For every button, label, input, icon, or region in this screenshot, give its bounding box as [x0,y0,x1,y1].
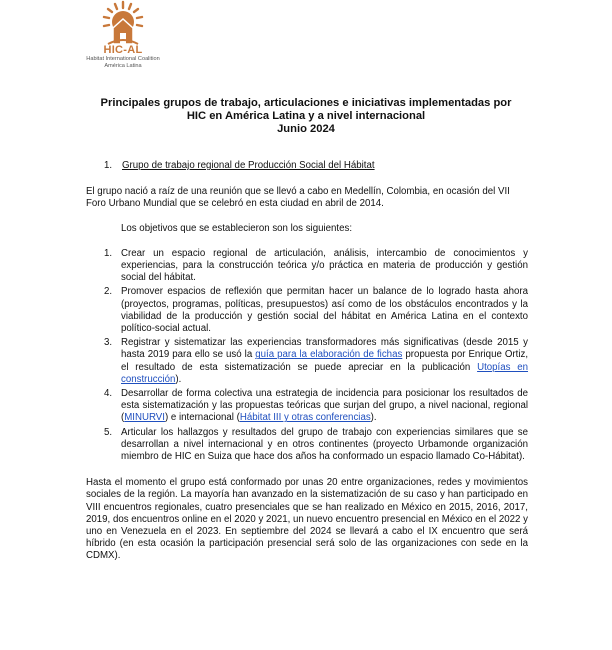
minurvi-link[interactable]: MINURVI [124,412,165,424]
objectives-intro: Los objetivos que se establecieron son los siguientes: [121,222,353,234]
list-number: 1. [104,247,113,259]
document-title [100,97,512,136]
hic-al-logo [78,0,168,70]
list-item [86,248,528,285]
list-text [121,337,528,386]
list-text [121,388,528,425]
title-line-1: Principales grupos de trabajo, articulaciones e iniciativas implementadas por [100,97,512,109]
document-body [86,160,528,563]
text-fragment: ). [370,412,377,424]
list-number: 3. [104,337,113,349]
list-item [86,427,528,464]
text-fragment: Desarrollar de forma colectiva una estrategia de incidencia para posicionar los resultados de esta sistematización y las propuestas teóricas que surjan del grupo, a nivel nacional, regional ( [121,388,528,424]
title-line-2: HIC en América Latina y a nivel internacional [186,110,426,122]
list-item [86,388,528,425]
list-item [86,337,528,386]
text-fragment: propuesta por Enrique Ortiz, el resultado de esta sistematización se puede apreciar en la publicación [121,349,529,373]
objectives-list [86,248,528,463]
text-fragment: ). [175,373,182,385]
house-sun-icon [100,0,146,46]
section-heading [104,160,528,172]
utopias-publication-link[interactable]: Utopías en construcción [121,361,529,385]
fichas-guide-link[interactable]: guía para la elaboración de fichas [255,349,403,361]
paragraph-membership: Hasta el momento el grupo está conformado por unas 20 entre organizaciones, redes y movimientos sociales de la región. La mayoría han avanzado en la sistematización de su caso y han participado en VIII encuentros regionales, cuatro presenciales que se han realizado en México en 2015, 2016, 2017, 2019, dos encuentros online en el 2020 y 2021, un nuevo encuentro presencial en México en el 2022 y uno en Venezuela en el 2023. En septiembre del 2024 se llevará a cabo el IX encuentro que será híbrido (en esta ocasión la participación presencial será solo de las organizaciones con sede en la CDMX). [86,477,528,562]
list-number: 4. [104,388,113,400]
logo-subtitle-1: Habitat International Coalition [86,56,160,62]
list-text: Articular los hallazgos y resultados del grupo de trabajo con experiencias similares que se desarrollan a nivel internacional y en otros continentes (proyecto Urbamonde organización miembro de HIC en Suiza que hace dos años ha conformado un espacio llamado Co-Hábitat). [121,426,528,463]
logo-name: HIC-AL [103,44,143,56]
list-item [86,286,528,335]
section-number: 1. [104,160,113,171]
list-number: 5. [104,426,113,438]
logo-subtitle-2: América Latina [104,63,142,69]
title-line-3: Junio 2024 [277,123,335,135]
habitat-iii-link[interactable]: Hábitat III y otras conferencias [239,412,371,424]
section-heading-text: Grupo de trabajo regional de Producción Social del Hábitat [122,160,375,171]
list-text: Promover espacios de reflexión que permitan hacer un balance de lo logrado hasta ahora (proyectos, programas, políticas, presupuestos) así como de los obstáculos encontrados y la viabilidad de la producción y gestión social del hábitat en América Latina en el contexto político-social actual. [121,286,528,335]
text-fragment: ) e internacional ( [164,412,240,424]
list-text: Crear un espacio regional de articulación, análisis, intercambio de conocimientos y experiencias, para la construcción teórica y/o práctica en materia de producción y gestión social del hábitat. [121,247,528,284]
list-number: 2. [104,286,113,298]
paragraph-origin: El grupo nació a raíz de una reunión que se llevó a cabo en Medellín, Colombia, en ocasión del VII Foro Urbano Mundial que se celebró en esta ciudad en abril de 2014. [86,186,510,210]
text-fragment: Registrar y sistematizar las experiencias transformadores más significativas (desde 2015 y hasta 2019 para ello se usó la [121,337,528,361]
